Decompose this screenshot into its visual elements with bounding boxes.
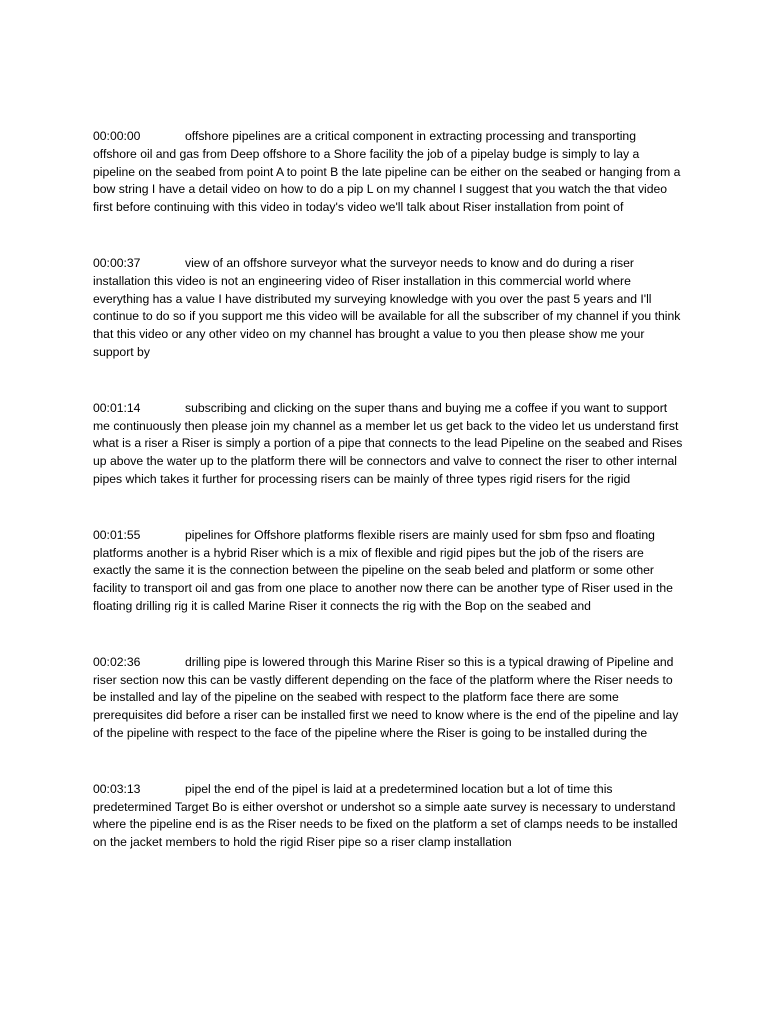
timestamp: 00:02:36 — [93, 654, 141, 669]
timestamp: 00:01:55 — [93, 527, 141, 542]
transcript-entry — [93, 654, 683, 743]
transcript-text: offshore pipelines are a critical component in extracting processing and transporting offshore oil and gas from Deep offshore to a Shore facility the job of a pipelay budge is simply to lay a pipeline on the seabed from point A to point B the late pipeline can be either on the seabed or hanging from a bow string I have a detail video on how to do a pip L on my channel I suggest that you watch the that video first before continuing with this video in today's video we'll talk about Riser installation from point of — [93, 129, 681, 215]
transcript-entry — [93, 255, 683, 362]
timestamp: 00:00:37 — [93, 255, 141, 270]
transcript-entry — [93, 527, 683, 616]
timestamp: 00:03:13 — [93, 781, 141, 796]
transcript-text: subscribing and clicking on the super thans and buying me a coffee if you want to support me continuously then please join my channel as a member let us get back to the video let us understand first what is a riser a Riser is simply a portion of a pipe that connects to the lead Pipeline on the seabed and Rises up above the water up to the platform there will be connectors and valve to connect the riser to other internal pipes which takes it further for processing risers can be mainly of three types rigid risers for the rigid — [93, 400, 683, 486]
transcript-text: pipelines for Offshore platforms flexible risers are mainly used for sbm fpso and floating platforms another is a hybrid Riser which is a mix of flexible and rigid pipes but the job of the risers are exactly the same it is the connection between the pipeline on the seab beled and platform or some other facility to transport oil and gas from one place to another now there can be another type of Riser used in the floating drilling rig it is called Marine Riser it connects the rig with the Bop on the seabed and — [93, 527, 673, 613]
transcript-text: view of an offshore surveyor what the surveyor needs to know and do during a riser installation this video is not an engineering video of Riser installation in this commercial world where everything has a value I have distributed my surveying knowledge with you over the past 5 years and I'll continue to do so if you support me this video will be available for all the subscriber of my channel if you think that this video or any other video on my channel has brought a value to you then please show me your support by — [93, 255, 681, 359]
timestamp: 00:01:14 — [93, 400, 141, 415]
transcript — [93, 128, 683, 890]
transcript-entry — [93, 400, 683, 489]
transcript-entry — [93, 781, 683, 852]
transcript-text: pipel the end of the pipel is laid at a predetermined location but a lot of time this predetermined Target Bo is either overshot or undershot so a simple aate survey is necessary to understand where the pipeline end is as the Riser needs to be fixed on the platform a set of clamps needs to be installed on the jacket members to hold the rigid Riser pipe so a riser clamp installation — [93, 781, 678, 850]
transcript-entry — [93, 128, 683, 217]
transcript-text: drilling pipe is lowered through this Marine Riser so this is a typical drawing of Pipeline and riser section now this can be vastly different depending on the face of the platform where the Riser needs to be installed and lay of the pipeline on the seabed with respect to the platform face there are some prerequisites did before a riser can be installed first we need to know where is the end of the pipeline and lay of the pipeline with respect to the face of the pipeline where the Riser is going to be installed during the — [93, 654, 679, 740]
timestamp: 00:00:00 — [93, 129, 141, 143]
